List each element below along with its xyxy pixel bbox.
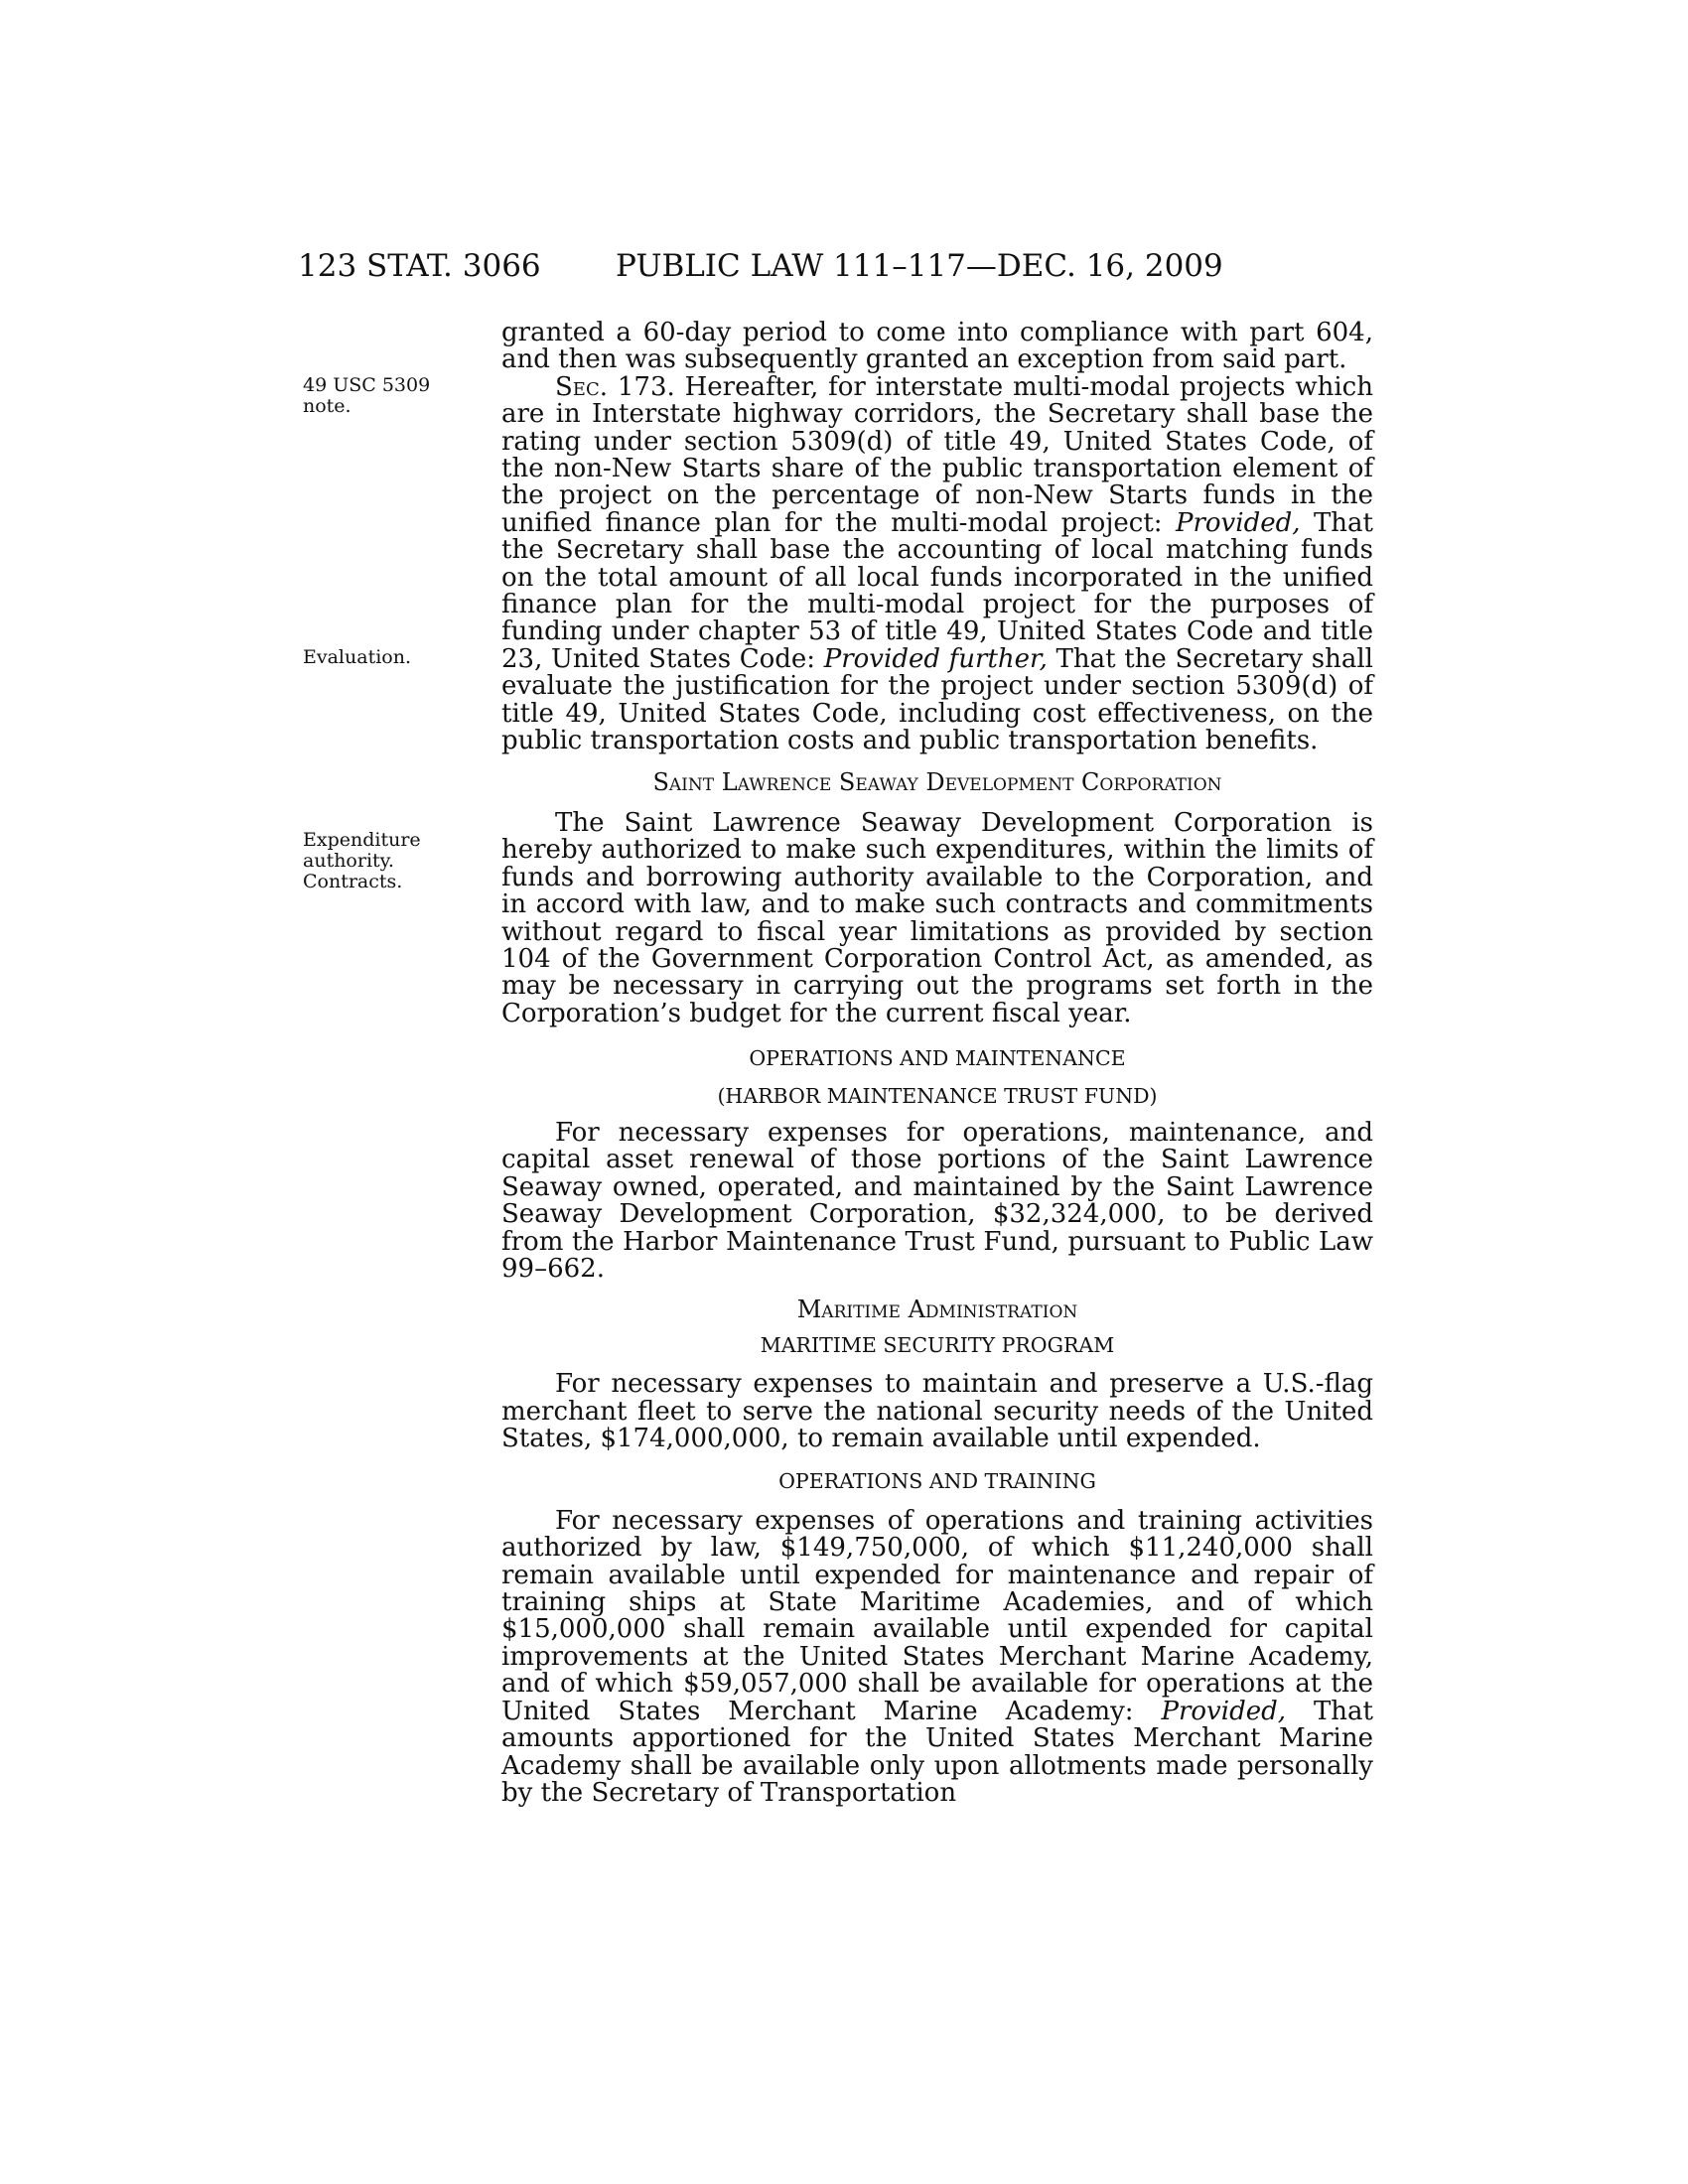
sec-173-proviso-2: Provided further, — [823, 643, 1048, 674]
sec-173-text-3: That the Secretary shall evaluate the justification for the project under section 5309(d) of title 49, United States Code, including cost effectiveness, on the public transportation costs and public transportation benefits. — [501, 643, 1374, 756]
sec-173-text-2: That the Secretary shall base the accounting of local matching funds on the total amount of all local funds incorporated in the unified finance plan for the multi-modal project for the purposes of funding under chapter 53 of title 49, United States Code and title 23, United States Code: — [501, 507, 1373, 674]
stat-citation: 123 STAT. 3066 — [298, 248, 541, 284]
paragraph-sec-173 — [501, 371, 1374, 756]
margin-note-expenditure-line3: Contracts. — [303, 871, 403, 892]
heading-maritime-security-program: MARITIME SECURITY PROGRAM — [760, 1332, 1115, 1357]
ot-text-1: For necessary expenses of operations and training activities authorized by law, $149,750,000, of which $11,240,000 shall remain available until expended for maintenance and repair of training ships at State Maritime Academies, and of which $15,000,000 shall remain available until expended for capital improvements at the United States Merchant Marine Academy, and of which $59,057,000 shall be available for operations at the United States Merchant Marine Academy: — [501, 1505, 1373, 1726]
ot-text-2: That amounts apportioned for the United States Merchant Marine Academy shall be available only upon allotments made personally by the Secretary of Transportation — [501, 1696, 1373, 1808]
section-label: Sec. 173. — [555, 371, 675, 402]
sec-173-proviso-1: Provided, — [1175, 507, 1301, 538]
heading-operations-training: OPERATIONS AND TRAINING — [778, 1469, 1096, 1494]
heading-slsdc: Saint Lawrence Seaway Development Corporation — [652, 767, 1222, 796]
margin-note-expenditure-line2: authority. — [303, 850, 394, 872]
margin-note-usc-line2: note. — [303, 395, 352, 417]
heading-maritime-administration: Maritime Administration — [796, 1296, 1078, 1324]
margin-note-expenditure — [303, 830, 452, 892]
margin-note-evaluation: Evaluation. — [303, 646, 411, 668]
paragraph-maritime-security: For necessary expenses to maintain and preserve a U.S.-flag merchant fleet to serve the national security needs of the United States, $174,000,000, to remain available until expended. — [501, 1369, 1373, 1454]
paragraph-operations-training — [501, 1505, 1373, 1808]
paragraph-continuation: granted a 60-day period to come into compliance with part 604, and then was subsequently granted an exception from said part. — [501, 318, 1373, 375]
running-header-title: PUBLIC LAW 111–117—DEC. 16, 2009 — [616, 248, 1223, 284]
heading-harbor-trust-fund: (HARBOR MAINTENANCE TRUST FUND) — [717, 1083, 1158, 1108]
margin-note-expenditure-line1: Expenditure — [303, 829, 421, 851]
heading-operations-maintenance: OPERATIONS AND MAINTENANCE — [749, 1046, 1126, 1071]
margin-note-usc-line1: 49 USC 5309 — [303, 374, 431, 396]
body-text — [501, 320, 1373, 1807]
paragraph-slsdc: The Saint Lawrence Seaway Development Corporation is hereby authorized to make such expenditures, within the limits of funds and borrowing authority available to the Corporation, and in accord with law, and to make such contracts and commitments without regard to fiscal year limitations as provided by section 104 of the Government Corporation Control Act, as amended, as may be necessary in carrying out the programs set forth in the Corporation’s budget for the current fiscal year. — [501, 807, 1373, 1028]
margin-note-usc — [303, 375, 452, 417]
paragraph-operations-maintenance: For necessary expenses for operations, maintenance, and capital asset renewal of those portions of the Saint Lawrence Seaway owned, operated, and maintained by the Saint Lawrence Seaway Development Corporation, $32,324,000, to be derived from the Harbor Maintenance Trust Fund, pursuant to Public Law 99–662. — [501, 1117, 1373, 1284]
ot-proviso: Provided, — [1161, 1696, 1287, 1726]
sec-173-text-1: Hereafter, for interstate multi-modal projects which are in Interstate highway corridors, the Secretary shall base the rating under section 5309(d) of title 49, United States Code, of the non-New Starts share of the public transportation element of the project on the percentage of non-New Starts funds in the unified finance plan for the multi-modal project: — [501, 371, 1373, 538]
